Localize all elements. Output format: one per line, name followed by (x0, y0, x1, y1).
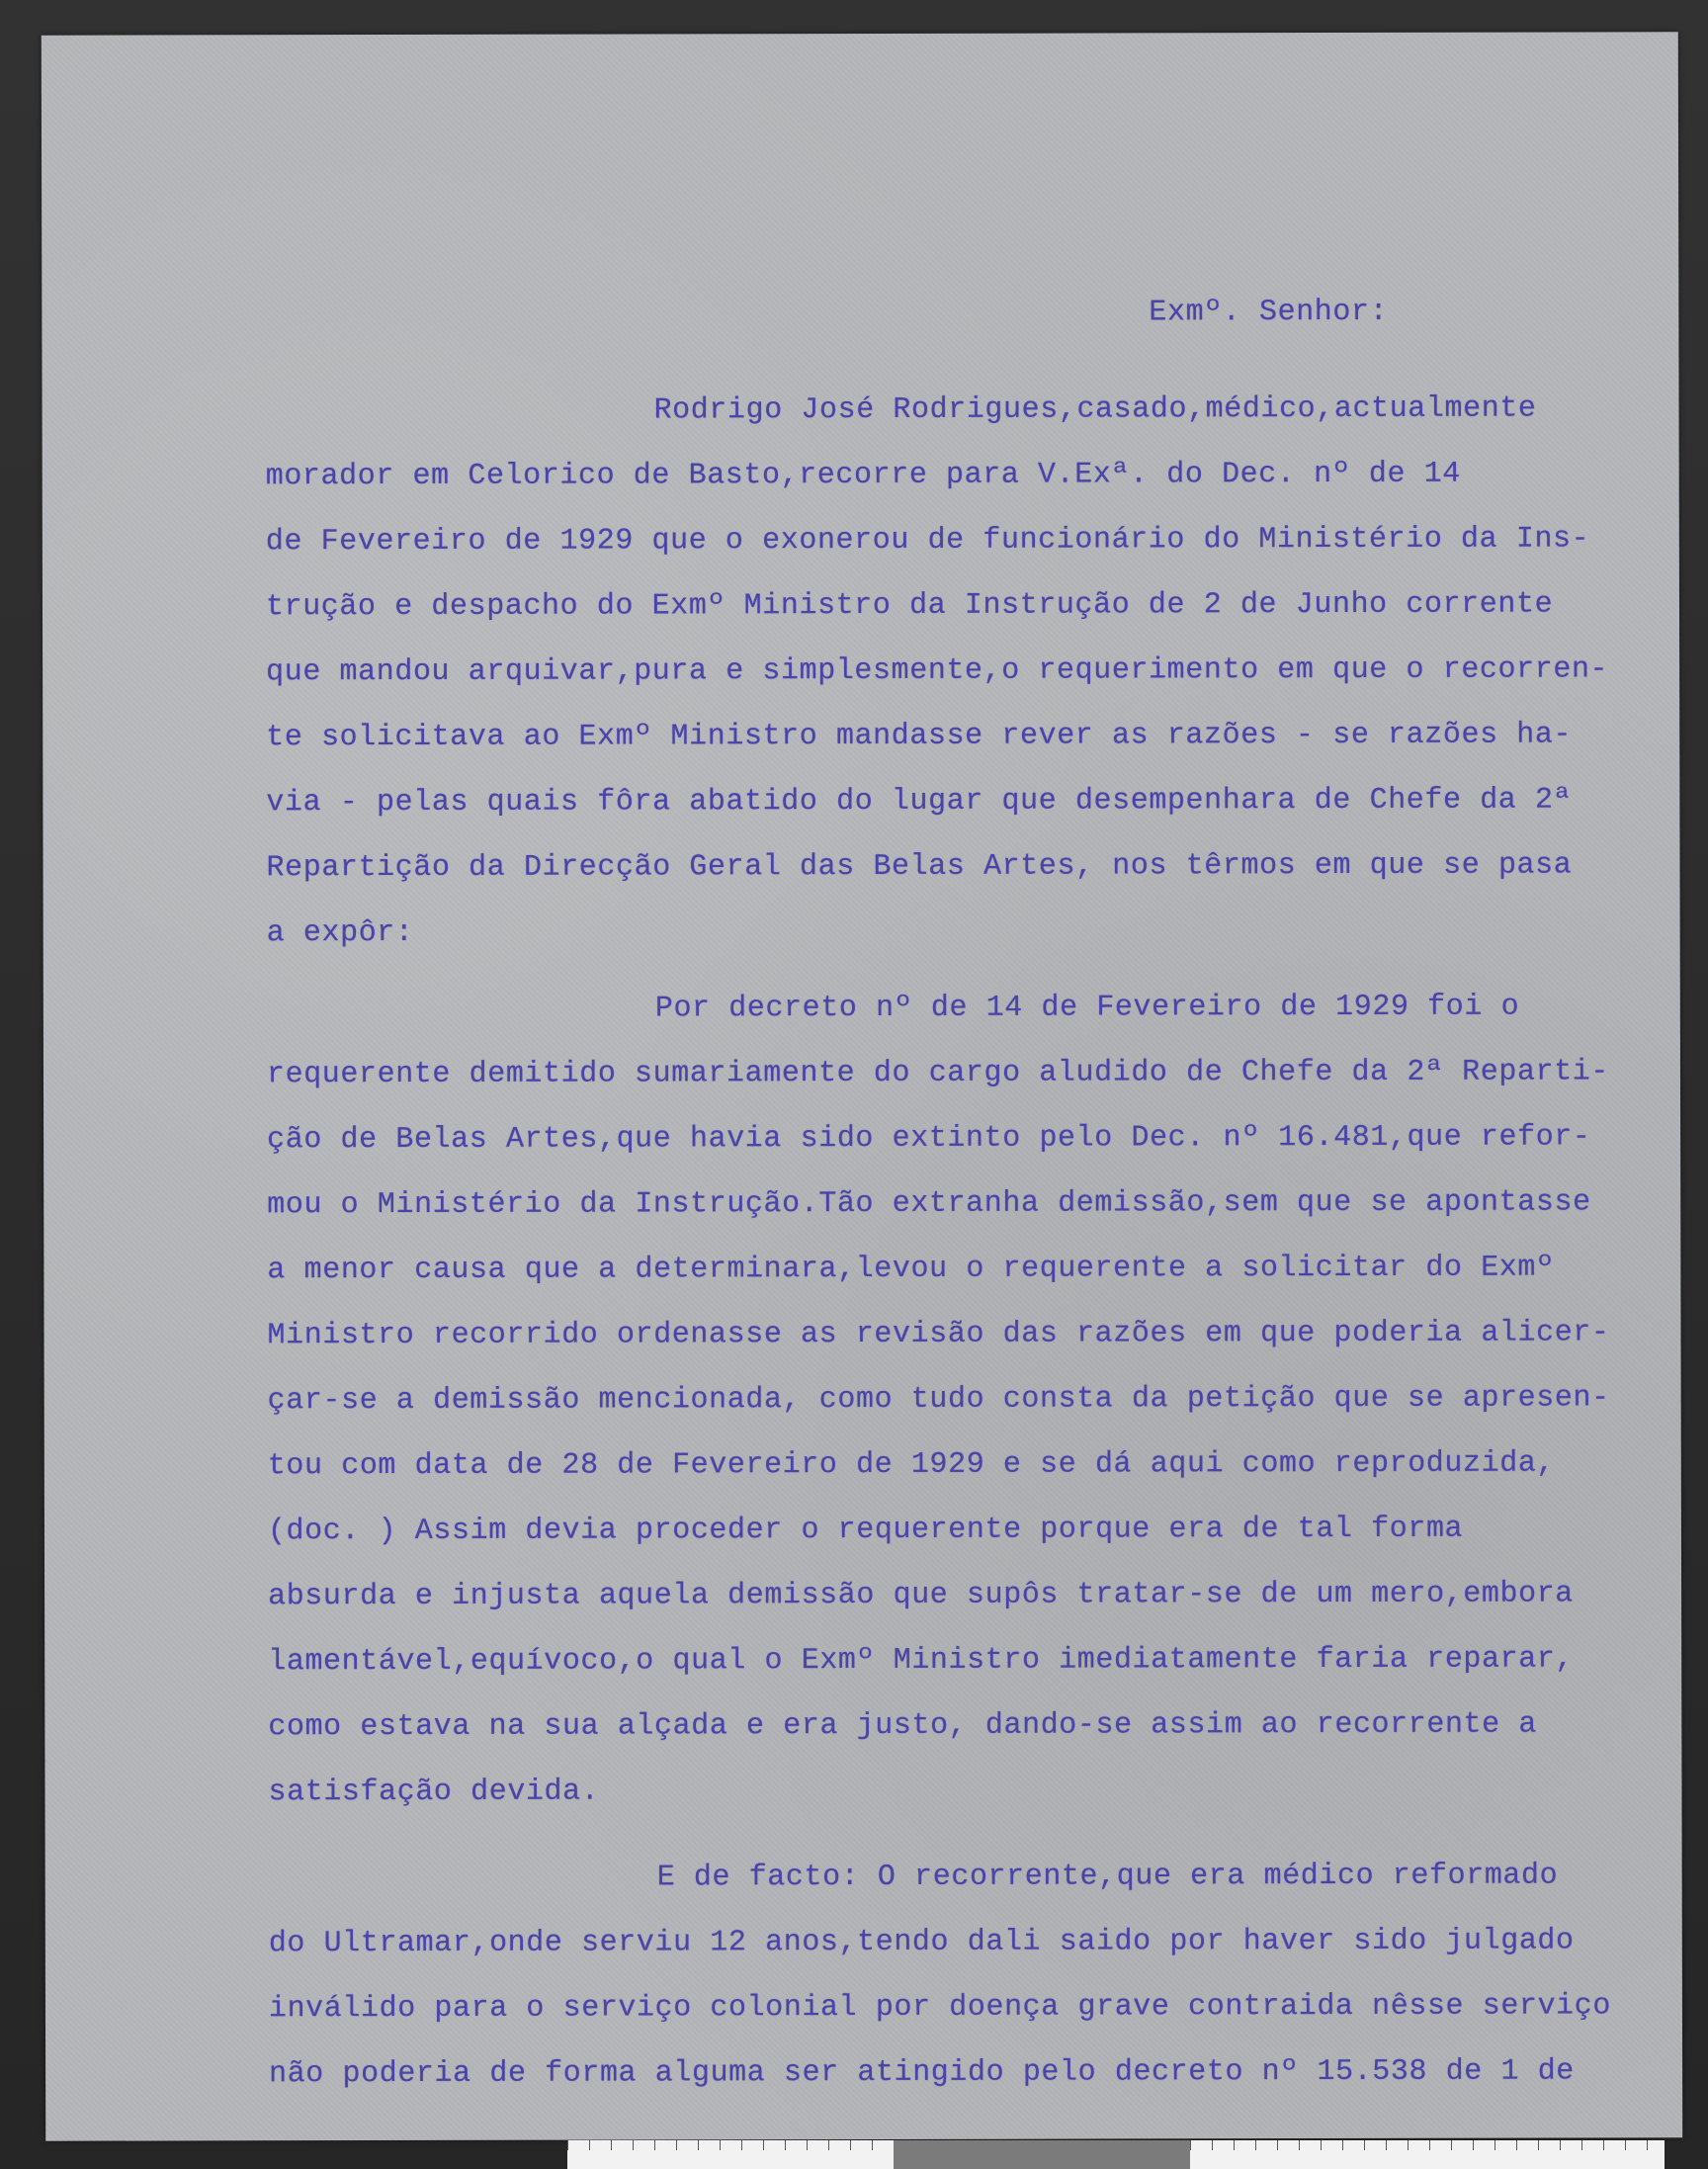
text-line: satisfação devida. (268, 1775, 600, 1810)
text-line: mou o Ministério da Instrução.Tão extranha demissão,sem que se apontasse (267, 1185, 1591, 1223)
text-line: E de facto: O recorrente,que era médico reformado (656, 1859, 1559, 1895)
text-line: que mandou arquivar,pura e simplesmente,o requerimento em que o recorren- (266, 652, 1609, 690)
text-line: te solicitava ao Exmº Ministro mandasse rever as razões - se razões ha- (266, 718, 1573, 755)
text-line: Ministro recorrido ordenasse as revisão das razões em que poderia alicer- (267, 1316, 1610, 1353)
salutation: Exmº. Senhor: (1149, 295, 1389, 330)
text-line: tou com data de 28 de Fevereiro de 1929 e se dá aqui como reproduzida, (267, 1446, 1556, 1484)
scale-ruler (567, 2140, 1665, 2169)
typewritten-page (42, 32, 1682, 2140)
text-line: como estava na sua alçada e era justo, dando-se assim ao recorrente a (268, 1707, 1537, 1745)
text-line: inválido para o serviço colonial por doença grave contraida nêsse serviço (268, 1989, 1612, 2027)
text-line: a expôr: (266, 915, 414, 951)
paragraph-2 (267, 974, 1611, 1825)
text-line: requerente demitido sumariamente do cargo aludido de Chefe da 2ª Reparti- (266, 1055, 1610, 1092)
text-line: (doc. ) Assim devia proceder o requerente porque era de tal forma (267, 1512, 1464, 1549)
text-line: Repartição da Direcção Geral das Belas Artes, nos têrmos em que se pasa (266, 848, 1573, 886)
ruler-segment-white (567, 2140, 894, 2169)
text-line: lamentável,equívoco,o qual o Exmº Ministro imediatamente faria reparar, (268, 1642, 1575, 1680)
text-line: não poderia de forma alguma ser atingido pelo decreto nº 15.538 de 1 de (269, 2054, 1575, 2092)
text-line: trução e despacho do Exmº Ministro da Instrução de 2 de Junho corrente (265, 587, 1554, 625)
text-line: de Fevereiro de 1929 que o exonerou de funcionário do Ministério da Ins- (265, 522, 1590, 560)
text-line: morador em Celorico de Basto,recorre para V.Exª. do Dec. nº de 14 (265, 457, 1461, 494)
text-line: do Ultramar,onde serviu 12 anos,tendo dali saido por haver sido julgado (268, 1924, 1575, 1961)
text-line: çar-se a demissão mencionada, como tudo consta da petição que se apresen- (267, 1381, 1610, 1419)
text-line: via - pelas quais fôra abatido do lugar que desempenhara de Chefe da 2ª (266, 783, 1573, 821)
ruler-segment-white (1190, 2140, 1665, 2169)
text-line: ção de Belas Artes,que havia sido extinto pelo Dec. nº 16.481,que refor- (267, 1120, 1591, 1158)
text-line: Por decreto nº de 14 de Fevereiro de 1929 foi o (654, 990, 1520, 1026)
ruler-segment-gray (894, 2140, 1190, 2169)
text-line: Rodrigo José Rodrigues,casado,médico,actualmente (653, 391, 1537, 428)
paragraph-3 (269, 1843, 1612, 2107)
text-line: a menor causa que a determinara,levou o requerente a solicitar do Exmº (267, 1251, 1555, 1288)
paragraph-1 (265, 376, 1608, 966)
text-line: absurda e injusta aquela demissão que supôs tratar-se de um mero,embora (268, 1577, 1574, 1614)
